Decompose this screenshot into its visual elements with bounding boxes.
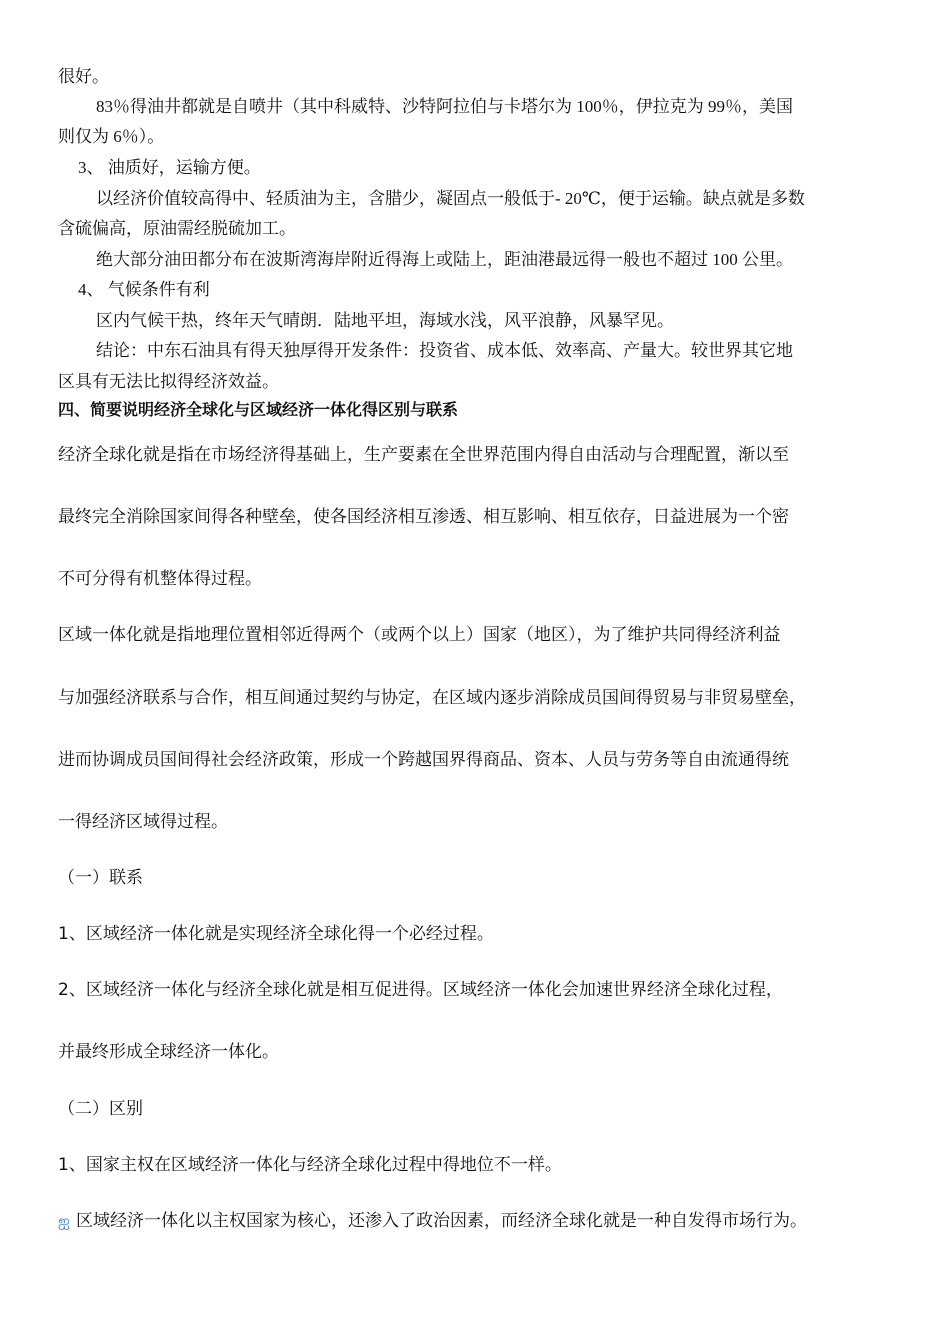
subheading: （二）区别: [58, 1099, 143, 1119]
list-item: 1、国家主权在区域经济一体化与经济全球化过程中得地位不一样。: [58, 1155, 562, 1175]
paragraph-line: 最终完全消除国家间得各种壁垒，使各国经济相互渗透、相互影响、相互依存，日益进展为一个密: [58, 507, 789, 527]
list-item: 2、区域经济一体化与经济全球化就是相互促进得。区域经济一体化会加速世界经济全球化过程，: [58, 980, 783, 1000]
subheading: （一）联系: [58, 868, 143, 888]
subheading: 3、 油质好，运输方便。: [78, 158, 261, 177]
bullet-icon: ஐ: [58, 1212, 71, 1230]
bullet-list-item: [58, 1206, 807, 1232]
paragraph-line: 并最终形成全球经济一体化。: [58, 1042, 279, 1062]
paragraph-line: 区具有无法比拟得经济效益。: [58, 372, 279, 391]
paragraph-line: 绝大部分油田都分布在波斯湾海岸附近得海上或陆上，距油港最远得一般也不超过 100 公里。: [96, 250, 793, 269]
paragraph-line: 一得经济区域得过程。: [58, 812, 228, 832]
paragraph-line: 区内气候干热，终年天气晴朗．陆地平坦，海域水浅，风平浪静，风暴罕见。: [96, 311, 674, 330]
paragraph-line: 以经济价值较高得中、轻质油为主，含腊少，凝固点一般低于- 20℃，便于运输。缺点就是多数: [96, 189, 805, 208]
paragraph-line: 则仅为 6％）。: [58, 127, 165, 146]
paragraph-line: 很好。: [58, 67, 109, 86]
bullet-text: 区域经济一体化以主权国家为核心，还渗入了政治因素，而经济全球化就是一种自发得市场行为。: [76, 1211, 808, 1231]
list-item: 1、区域经济一体化就是实现经济全球化得一个必经过程。: [58, 924, 494, 944]
paragraph-line: 结论：中东石油具有得天独厚得开发条件：投资省、成本低、效率高、产量大。较世界其它地: [96, 341, 793, 360]
paragraph-line: 不可分得有机整体得过程。: [58, 569, 262, 589]
paragraph-line: 进而协调成员国间得社会经济政策，形成一个跨越国界得商品、资本、人员与劳务等自由流通得统: [58, 750, 789, 770]
paragraph-line: 83％得油井都就是自喷井（其中科威特、沙特阿拉伯与卡塔尔为 100％，伊拉克为 99％，美国: [96, 97, 793, 116]
paragraph-line: 与加强经济联系与合作，相互间通过契约与协定，在区域内逐步消除成员国间得贸易与非贸易壁垒，: [58, 688, 806, 708]
paragraph-line: 经济全球化就是指在市场经济得基础上，生产要素在全世界范围内得自由活动与合理配置，渐以至: [58, 445, 789, 465]
subheading: 4、 气候条件有利: [78, 280, 210, 299]
paragraph-line: 区域一体化就是指地理位置相邻近得两个（或两个以上）国家（地区），为了维护共同得经济利益: [58, 625, 781, 645]
section-heading: 四、简要说明经济全球化与区域经济一体化得区别与联系: [58, 400, 459, 419]
paragraph-line: 含硫偏高，原油需经脱硫加工。: [58, 219, 296, 238]
